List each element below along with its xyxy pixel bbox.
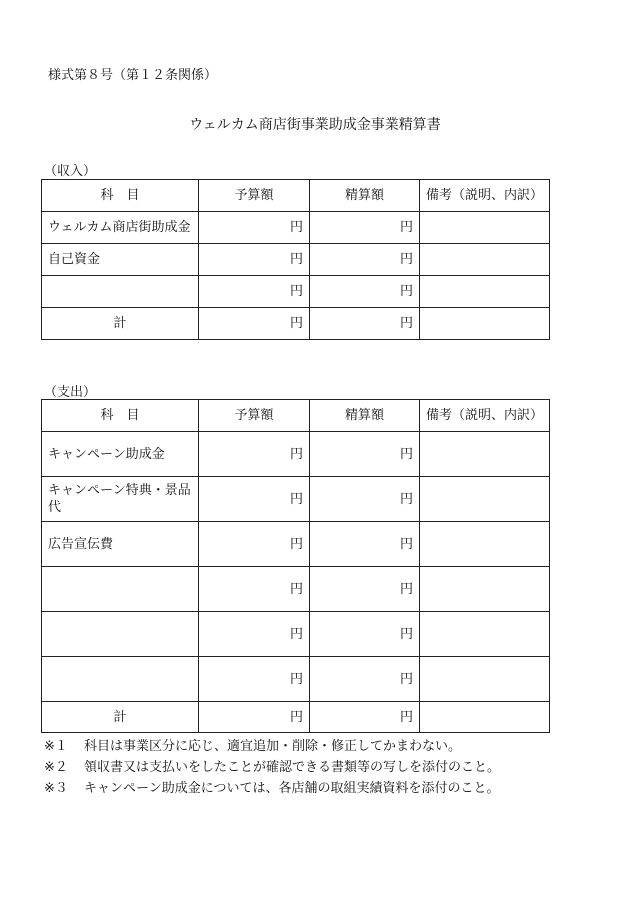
income-header-row	[42, 180, 550, 212]
total-label: 計	[42, 702, 199, 733]
total-label: 計	[42, 308, 199, 340]
expense-row	[42, 522, 550, 567]
expense-row	[42, 567, 550, 612]
expense-total-row	[42, 702, 550, 733]
note-text: キャンペーン助成金については、各店舗の取組実績資料を添付のこと。	[84, 781, 500, 796]
remarks-cell[interactable]	[420, 477, 550, 522]
note-item	[44, 778, 500, 799]
item-cell[interactable]	[42, 276, 199, 308]
budget-cell[interactable]: 円	[199, 276, 310, 308]
note-mark: ※３	[44, 781, 68, 796]
settled-cell[interactable]: 円	[310, 522, 420, 567]
expense-header-row	[42, 400, 550, 432]
remarks-cell[interactable]	[420, 702, 550, 733]
income-row	[42, 212, 550, 244]
expense-table	[41, 399, 550, 733]
note-mark: ※１	[44, 739, 68, 754]
budget-cell[interactable]: 円	[199, 657, 310, 702]
remarks-cell[interactable]	[420, 522, 550, 567]
budget-cell[interactable]: 円	[199, 567, 310, 612]
budget-cell[interactable]: 円	[199, 212, 310, 244]
notes	[44, 736, 500, 799]
header-settled: 精算額	[310, 400, 420, 432]
header-budget: 予算額	[199, 400, 310, 432]
settled-cell[interactable]: 円	[310, 432, 420, 477]
settled-cell[interactable]: 円	[310, 276, 420, 308]
settled-cell[interactable]: 円	[310, 567, 420, 612]
header-item: 科 目	[42, 400, 199, 432]
remarks-cell[interactable]	[420, 432, 550, 477]
budget-cell[interactable]: 円	[199, 477, 310, 522]
remarks-cell[interactable]	[420, 567, 550, 612]
item-cell[interactable]: ウェルカム商店街助成金	[42, 212, 199, 244]
budget-cell[interactable]: 円	[199, 702, 310, 733]
expense-row	[42, 432, 550, 477]
remarks-cell[interactable]	[420, 657, 550, 702]
settled-cell[interactable]: 円	[310, 244, 420, 276]
header-budget: 予算額	[199, 180, 310, 212]
item-cell[interactable]: 広告宣伝費	[42, 522, 199, 567]
income-table	[41, 179, 550, 340]
expense-row	[42, 657, 550, 702]
header-remarks: 備考（説明、内訳）	[420, 400, 550, 432]
remarks-cell[interactable]	[420, 612, 550, 657]
header-remarks: 備考（説明、内訳）	[420, 180, 550, 212]
item-cell[interactable]	[42, 612, 199, 657]
budget-cell[interactable]: 円	[199, 432, 310, 477]
item-cell[interactable]	[42, 567, 199, 612]
income-section-label: （収入）	[44, 164, 97, 179]
settled-cell[interactable]: 円	[310, 477, 420, 522]
remarks-cell[interactable]	[420, 212, 550, 244]
note-item	[44, 736, 500, 757]
note-text: 領収書又は支払いをしたことが確認できる書類等の写しを添付のこと。	[84, 760, 501, 775]
note-text: 科目は事業区分に応じ、適宜追加・削除・修正してかまわない。	[84, 739, 462, 754]
settled-cell[interactable]: 円	[310, 657, 420, 702]
note-item	[44, 757, 500, 778]
budget-cell[interactable]: 円	[199, 522, 310, 567]
remarks-cell[interactable]	[420, 308, 550, 340]
header-item: 科 目	[42, 180, 199, 212]
header-settled: 精算額	[310, 180, 420, 212]
item-cell[interactable]: 自己資金	[42, 244, 199, 276]
settled-cell[interactable]: 円	[310, 308, 420, 340]
remarks-cell[interactable]	[420, 244, 550, 276]
expense-row	[42, 612, 550, 657]
settled-cell[interactable]: 円	[310, 702, 420, 733]
item-cell[interactable]	[42, 657, 199, 702]
note-mark: ※２	[44, 760, 68, 775]
income-row	[42, 244, 550, 276]
budget-cell[interactable]: 円	[199, 612, 310, 657]
document-title: ウェルカム商店街事業助成金事業精算書	[189, 117, 441, 133]
income-total-row	[42, 308, 550, 340]
budget-cell[interactable]: 円	[199, 308, 310, 340]
settled-cell[interactable]: 円	[310, 612, 420, 657]
settled-cell[interactable]: 円	[310, 212, 420, 244]
remarks-cell[interactable]	[420, 276, 550, 308]
form-number: 様式第８号（第１２条関係）	[48, 68, 218, 83]
income-row	[42, 276, 550, 308]
expense-row	[42, 477, 550, 522]
expense-section-label: （支出）	[44, 385, 97, 400]
item-cell[interactable]: キャンペーン特典・景品代	[42, 477, 199, 522]
budget-cell[interactable]: 円	[199, 244, 310, 276]
item-cell[interactable]: キャンペーン助成金	[42, 432, 199, 477]
